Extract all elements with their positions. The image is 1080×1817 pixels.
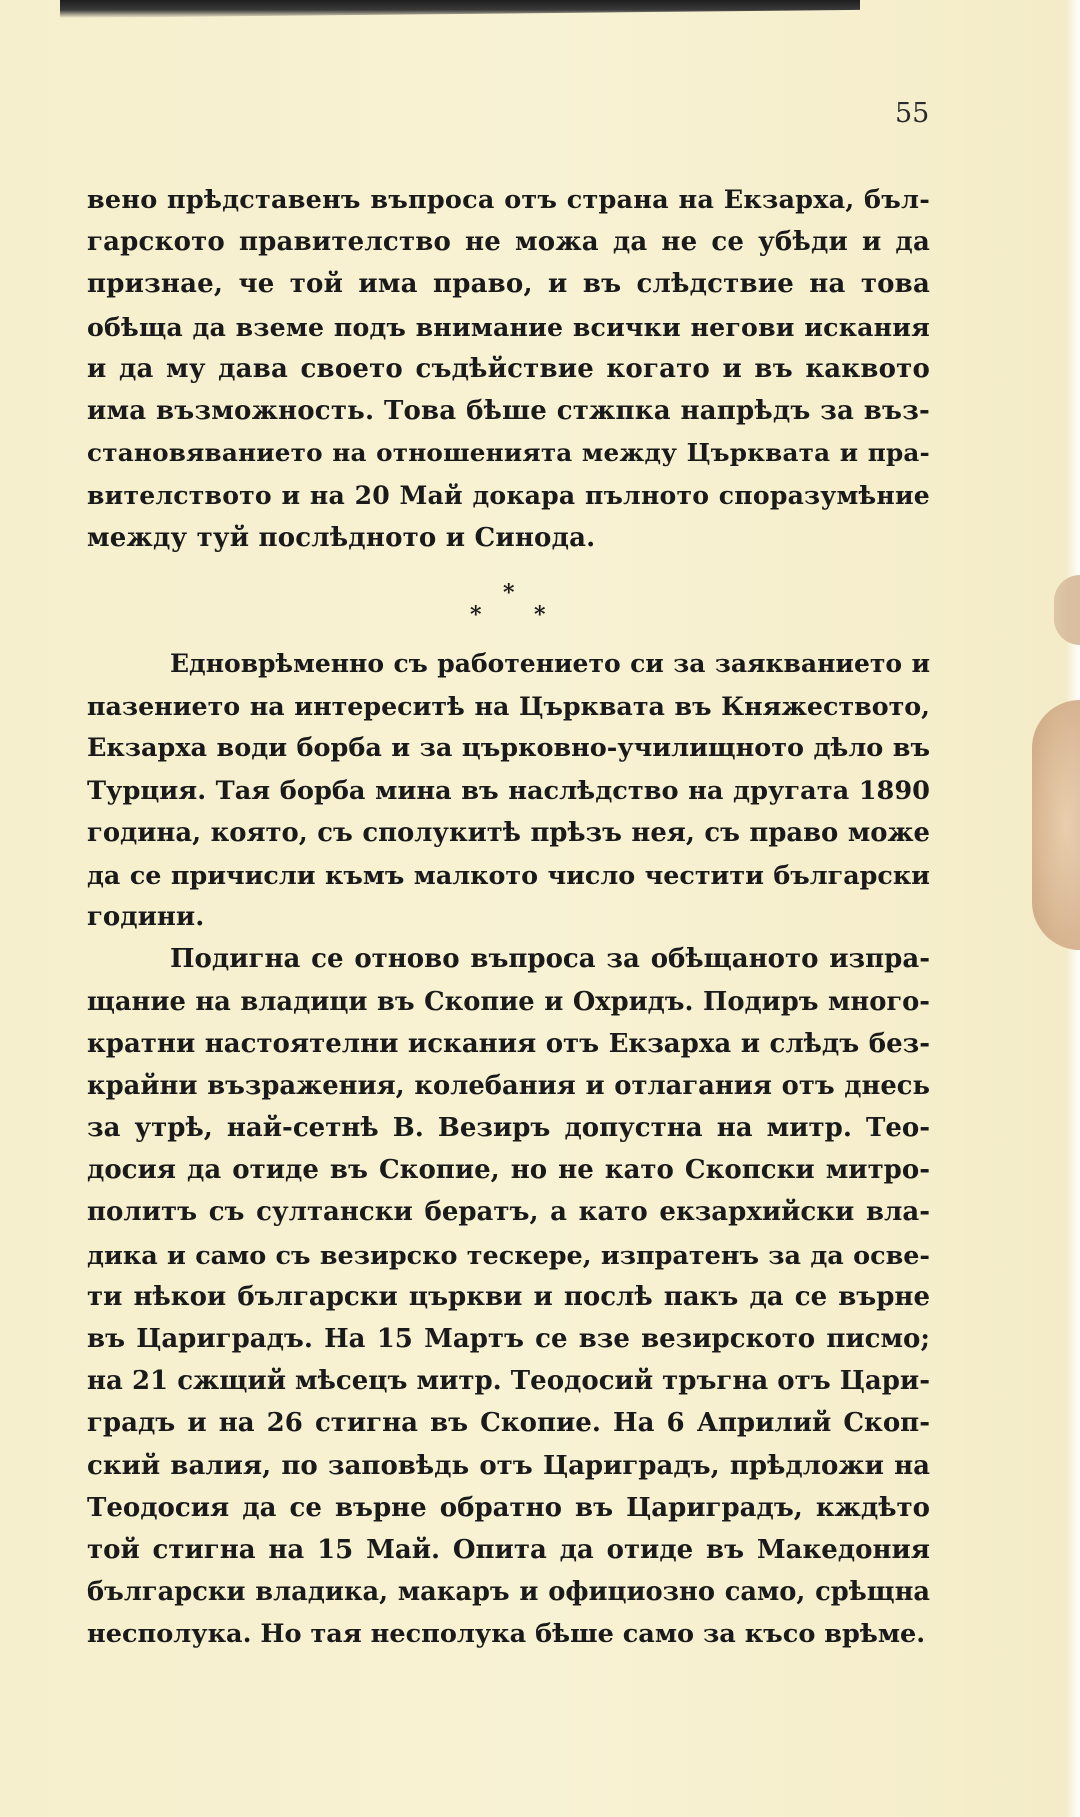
separator-star: * xyxy=(470,602,482,628)
text-line: ский валия, по заповѣдь отъ Цариградъ, прѣдложи на xyxy=(87,1450,930,1481)
text-line: Теодосия да се върне обратно въ Цариградъ, кждѣто xyxy=(87,1492,930,1523)
text-line: на 21 сжщий мѣсецъ митр. Теодосий тръгна отъ Цари- xyxy=(87,1366,930,1397)
section-separator xyxy=(470,580,570,630)
text-line: той стигна на 15 Май. Опита да отиде въ Македония xyxy=(87,1534,930,1565)
text-line: за утрѣ, най-сетнѣ В. Везиръ допустна на митр. Тео- xyxy=(87,1113,930,1144)
text-line: да се причисли къмъ малкото число честити български xyxy=(87,859,930,890)
paragraphs-2-3 xyxy=(87,643,930,1656)
text-line: несполука. Но тая несполука бѣше само за късо врѣме. xyxy=(87,1619,926,1650)
text-line: между туй послѣдното и Синода. xyxy=(87,522,596,553)
text-line: и да му дава своето съдѣйствие когато и въ каквото xyxy=(87,353,930,384)
text-line: Подигна се отново въпроса за обѣщаното изпра- xyxy=(170,944,930,975)
text-line: дика и само съ везирско тескере, изпратенъ за да осве- xyxy=(87,1239,930,1270)
text-line: Екзарха води борба и за църковно-училищното дѣло въ xyxy=(87,733,930,764)
thumb xyxy=(1032,700,1080,950)
thumb-shadow xyxy=(1054,575,1080,645)
text-line: гарското правителство не можа да не се убѣди и да xyxy=(87,227,930,258)
text-line: обѣща да вземе подъ внимание всички негови искания xyxy=(87,311,930,342)
text-line: има възможность. Това бѣше стжпка напрѣдъ за въз- xyxy=(87,395,930,426)
text-line: вителството и на 20 Май докара пълното споразумѣние xyxy=(87,480,930,511)
text-line: градъ и на 26 стигна въ Скопие. На 6 Априлий Скоп- xyxy=(87,1408,930,1439)
page-number: 55 xyxy=(895,98,930,129)
text-line: признае, че той има право, и въ слѣдствие на това xyxy=(87,269,930,300)
text-line: досия да отиде въ Скопие, но не като Скопски митро- xyxy=(87,1155,930,1186)
separator-star: * xyxy=(534,602,546,628)
text-line: Турция. Тая борба мина въ наслѣдство на другата 1890 xyxy=(87,775,930,806)
text-line: политъ съ султански бератъ, а като екзархийски вла- xyxy=(87,1197,930,1228)
text-line: становяванието на отношенията между Църквата и пра- xyxy=(87,438,930,468)
text-line: крайни възражения, колебания и отлагания отъ днесь xyxy=(87,1070,930,1101)
text-line: Едноврѣменно съ работението си за заякванието и xyxy=(170,649,930,678)
text-line: български владика, макаръ и официозно само, срѣщна xyxy=(87,1577,930,1608)
text-line: пазението на интереситѣ на Църквата въ Княжеството, xyxy=(87,691,930,722)
text-line: въ Цариградъ. На 15 Мартъ се взе везирското писмо; xyxy=(87,1324,930,1354)
separator-star: * xyxy=(503,580,515,606)
paragraph-1 xyxy=(87,179,930,559)
scan-top-edge xyxy=(60,0,860,18)
text-line: година, която, съ сполукитѣ прѣзъ нея, съ право може xyxy=(87,817,930,848)
text-line: ти нѣкои български църкви и послѣ пакъ да се върне xyxy=(87,1281,930,1312)
text-line: години. xyxy=(87,902,205,933)
text-line: вено прѣдставенъ въпроса отъ страна на Екзарха, бъл- xyxy=(87,185,930,215)
text-line: кратни настоятелни искания отъ Екзарха и слѣдъ без- xyxy=(87,1028,930,1059)
text-line: щание на владици въ Скопие и Охридъ. Подиръ много- xyxy=(87,986,930,1017)
